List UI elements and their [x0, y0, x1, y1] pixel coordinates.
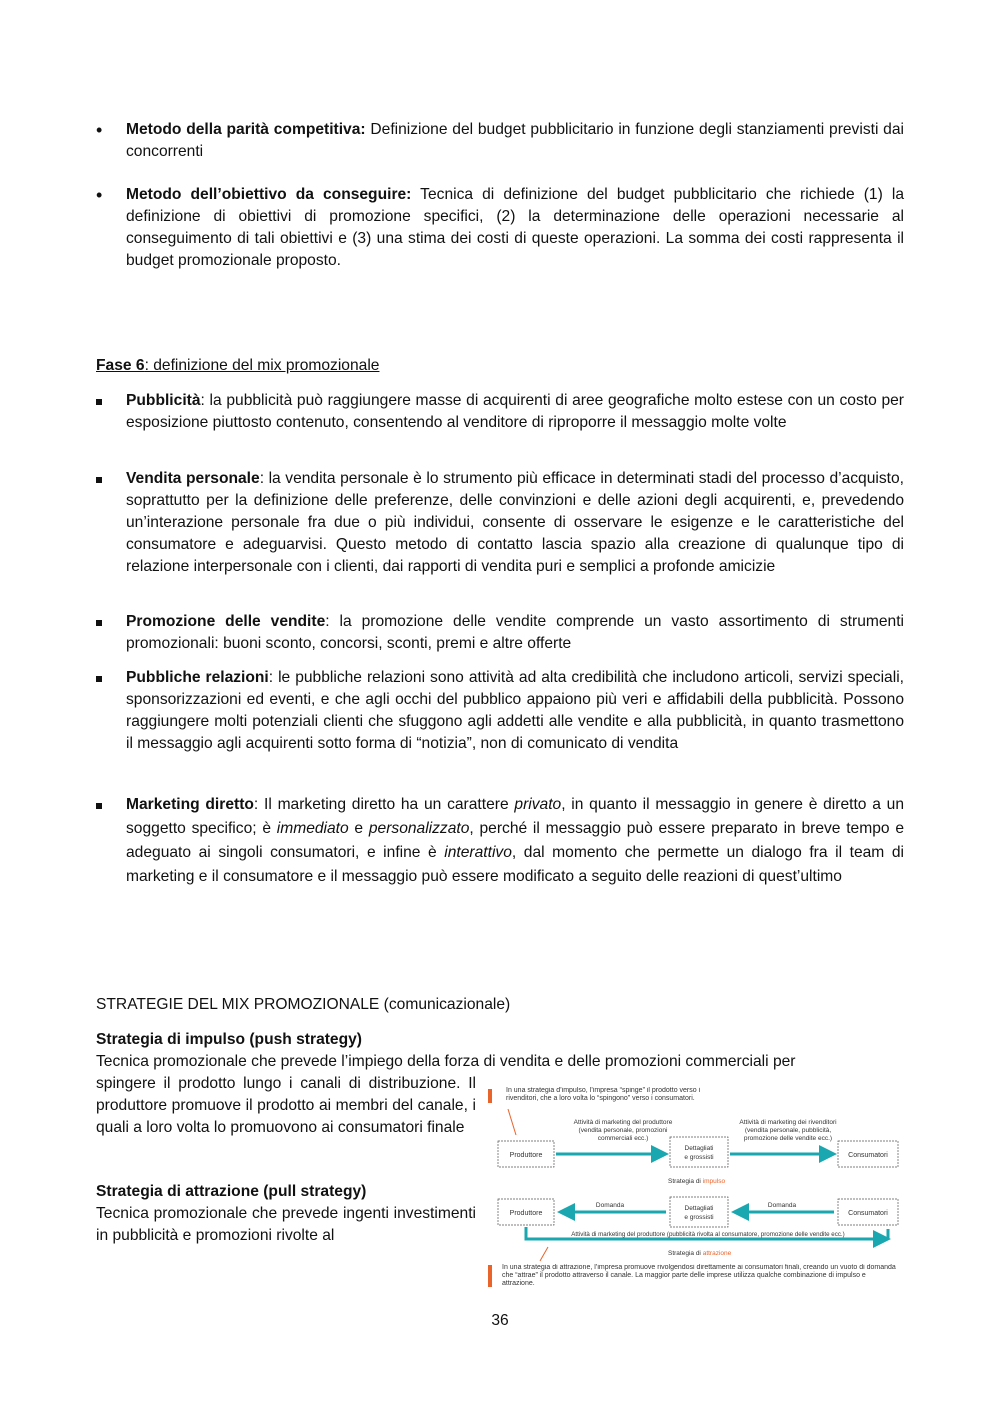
retailers-label-2: e grossisti — [684, 1214, 714, 1221]
mix-item — [96, 390, 904, 434]
producer-label: Produttore — [509, 1152, 543, 1159]
consumers-label: Consumatori — [848, 1152, 888, 1159]
mix-title: Pubblicità — [126, 392, 201, 409]
bullet-square-icon — [96, 676, 102, 682]
demand-label: Domanda — [595, 1202, 625, 1209]
mix-text: : le pubbliche relazioni sono attività ad alta credibilità che includono articoli, servizi speciali, sponsorizzazioni ed eventi, e che agli occhi del pubblico appaiono più veri e affidabili della pubblicità. Possono raggiungere molti potenziali clienti che sfuggono agli addetti alle vendite e alla pubblicità, in quanto trasmettono il messaggio agli acquirenti sotto forma di “notizia”, non di comunicato di vendita — [126, 669, 904, 752]
mix-text: : la vendita personale è lo strumento più efficace in determinati stadi del processo d’acquisto, soprattutto per la definizione delle preferenze, delle convinzioni e delle azioni degli acquirenti, e, prevedendo un’interazione personale fra due o più individui, consente di osservare le esigenze e le caratteristiche del consumatore e adeguarvisi. Questo metodo di contatto lascia spazio alla creazione di qualunque tipo di relazione interpersonale con i clienti, dai rapporti di vendita puri e semplici a profonde amicizie — [126, 470, 904, 575]
retailers-label-1: Dettagliati — [684, 1145, 714, 1152]
phase-heading — [96, 355, 904, 377]
demand-label: Domanda — [767, 1202, 797, 1209]
strategies-heading: STRATEGIE DEL MIX PROMOZIONALE (comunicazionale) — [96, 996, 511, 1013]
method-title: Metodo della parità competitiva: — [126, 121, 366, 138]
push-pull-diagram — [488, 1087, 900, 1293]
mix-item — [96, 468, 904, 578]
push-strategy-label: Strategia di impulso — [668, 1178, 726, 1185]
caption-accent-bar — [488, 1265, 492, 1287]
push-title: Strategia di impulso (push strategy) — [96, 1031, 362, 1048]
pull-title: Strategia di attrazione (pull strategy) — [96, 1183, 367, 1200]
bullet-dot-icon: • — [96, 185, 103, 205]
mkt-retailers-line3: promozione delle vendite ecc.) — [743, 1135, 833, 1142]
bullet-square-icon — [96, 399, 102, 405]
mkt-retailers-line2: (vendita personale, pubblicità, — [744, 1127, 832, 1134]
mkt-producer-line3: commerciali ecc.) — [597, 1135, 649, 1142]
caption-accent-bar — [488, 1089, 492, 1103]
bullet-square-icon — [96, 477, 102, 483]
push-description: spingere il prodotto lungo i canali di distribuzione. Il produttore promuove il prodotto ai membri del canale, i quali a loro volta lo promuovono ai consumatori finale — [96, 1075, 476, 1136]
mix-title: Promozione delle vendite — [126, 613, 326, 630]
mkt-producer-line1: Attività di marketing del produttore — [573, 1119, 673, 1126]
retailers-label-1: Dettagliati — [684, 1205, 714, 1212]
mix-item — [96, 667, 904, 755]
pull-bar-label: Attività di marketing del produttore (pubblicità rivolta al consumatore, promozione delle vendite ecc.) — [571, 1231, 845, 1238]
mkt-producer-line2: (vendita personale, promozioni — [578, 1127, 668, 1134]
top-caption: In una strategia d’impulso, l’impresa “spinge” il prodotto verso i rivenditori, che a loro volta lo “spingono” verso i consumatori. — [506, 1087, 701, 1102]
bullet-dot-icon: • — [96, 120, 103, 140]
bullet-square-icon — [96, 620, 102, 626]
mix-title: Pubbliche relazioni — [126, 669, 269, 686]
mix-text: : la pubblicità può raggiungere masse di acquirenti di aree geografiche molto estese con un costo per esposizione piuttosto contenuto, consentendo al venditore di riproporre il messaggio molte volte — [126, 392, 904, 431]
method-item — [96, 184, 904, 272]
retailers-box — [670, 1197, 728, 1227]
phase-label: Fase 6 — [96, 357, 145, 374]
method-title: Metodo dell’obiettivo da conseguire: — [126, 186, 412, 203]
mix-item — [96, 611, 904, 655]
mix-title: Marketing diretto — [126, 796, 254, 813]
method-item — [96, 119, 904, 163]
mix-title: Vendita personale — [126, 470, 260, 487]
push-line1: Tecnica promozionale che prevede l’impiego della forza di vendita e delle promozioni commerciali per — [96, 1053, 796, 1070]
mix-text: : la promozione delle vendite comprende un vasto assortimento di strumenti promozionali: buoni sconto, concorsi, sconti, premi e altre offerte — [126, 613, 904, 652]
pull-strategy-label: Strategia di attrazione — [668, 1250, 732, 1257]
method-text: Tecnica di definizione del budget pubblicitario che richiede (1) la definizione di obiettivi di promozione specifici, (2) la determinazione delle operazioni necessarie al conseguimento di tali obiettivi e (3) una stima dei costi di queste operazioni. La somma dei costi rappresenta il budget promozionale proposto. — [126, 186, 904, 269]
bottom-caption: In una strategia di attrazione, l’impresa promuove rivolgendosi direttamente ai consumatori finali, creando un vuoto di domanda che “attrae” il prodotto attraverso il canale. La maggior parte delle imprese utilizza qualche combinazione di impulso e attrazione. — [502, 1264, 896, 1287]
producer-label: Produttore — [509, 1210, 543, 1217]
retailers-box — [670, 1137, 728, 1167]
phase-rest: : definizione del mix promozionale — [144, 357, 380, 374]
page-number: 36 — [491, 1312, 509, 1329]
bullet-square-icon — [96, 803, 102, 809]
consumers-label: Consumatori — [848, 1210, 888, 1217]
mkt-retailers-line1: Attività di marketing dei rivenditori — [739, 1119, 837, 1126]
retailers-label-2: e grossisti — [684, 1154, 714, 1161]
pull-description: Tecnica promozionale che prevede ingenti investimenti in pubblicità e promozioni rivolte al — [96, 1205, 476, 1244]
method-text: Definizione del budget pubblicitario in funzione degli stanziamenti previsti dai concorrenti — [126, 121, 904, 160]
mix-item: Marketing diretto: Il marketing diretto ha un carattere privato, in quanto il messaggio in genere è diretto a un soggetto specifico; è immediato e personalizzato, perché il messaggio può essere preparato in breve tempo e adeguato ai singoli consumatori, e infine è interattivo, dal momento che permette un dialogo fra il team di marketing e il consumatore e il messaggio può essere modificato a seguito delle reazioni di quest’ultimo — [96, 793, 904, 889]
